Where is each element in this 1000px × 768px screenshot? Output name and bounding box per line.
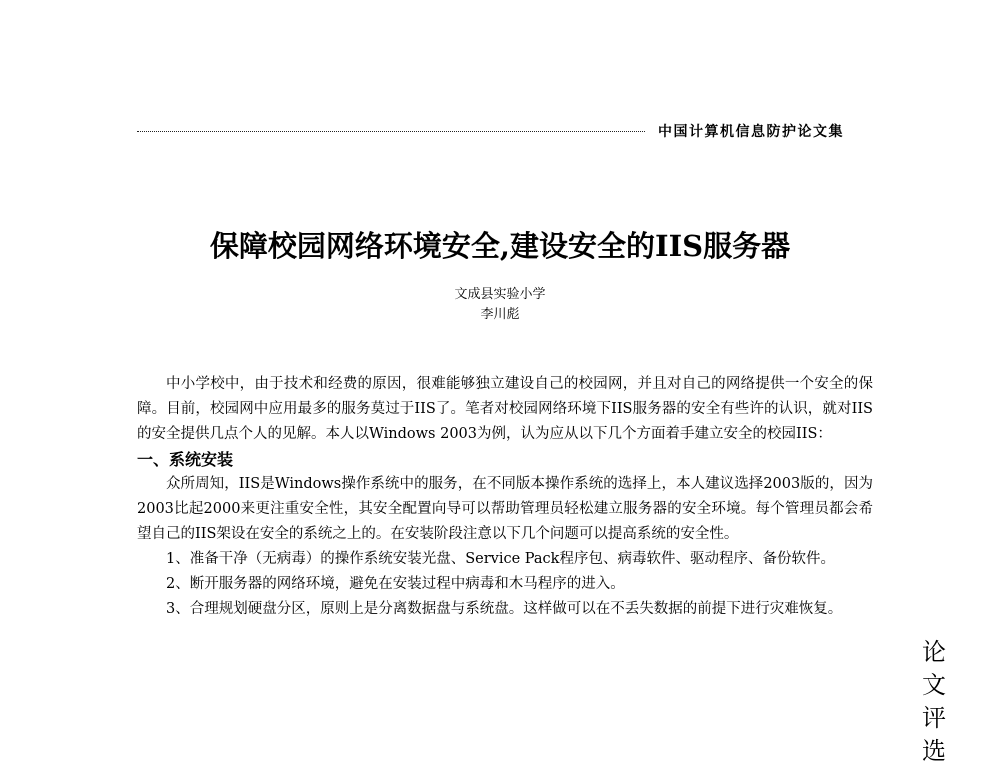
author-name: 李川彪 bbox=[480, 307, 520, 322]
list-item-3: 3、合理规划硬盘分区，原则上是分离数据盘与系统盘。这样做可以在不丢失数据的前提下进行灾难恢复。 bbox=[166, 601, 843, 617]
side-label-char: 评 bbox=[922, 704, 946, 732]
intro-paragraph: 中小学校中，由于技术和经费的原因，很难能够独立建设自己的校园网，并且对自己的网络提供一个安全的保障。目前，校园网中应用最多的服务莫过于IIS了。笔者对校园网络环境下IIS服务器的安全有些许的认识，就对IIS的安全提供几点个人的见解。本人以Windows 2003为例，认为应从以下几个方面着手建立安全的校园IIS： bbox=[137, 376, 873, 442]
list-item-2: 2、断开服务器的网络环境，避免在安装过程中病毒和木马程序的进入。 bbox=[166, 576, 625, 592]
side-label-char: 论 bbox=[922, 638, 946, 666]
section-heading-system-install: 一、系统安装 bbox=[137, 450, 234, 469]
side-section-label bbox=[920, 636, 948, 768]
list-item-1: 1、准备干净（无病毒）的操作系统安装光盘、Service Pack程序包、病毒软件、驱动程序、备份软件。 bbox=[166, 551, 835, 567]
article-title: 保障校园网络环境安全,建设安全的IIS服务器 bbox=[209, 229, 791, 263]
header-rule bbox=[137, 131, 645, 132]
section1-paragraph: 众所周知，IIS是Windows操作系统中的服务，在不同版本操作系统的选择上，本人建议选择2003版的，因为2003比起2000来更注重安全性，其安全配置向导可以帮助管理员轻松建立服务器的安全环境。每个管理员都会希望自己的IIS架设在安全的系统之上的。在安装阶段注意以下几个问题可以提高系统的安全性。 bbox=[137, 476, 873, 542]
side-label-char: 选 bbox=[922, 737, 946, 765]
running-header: 中国计算机信息防护论文集 bbox=[658, 124, 844, 140]
author-affiliation: 文成县实验小学 bbox=[454, 287, 546, 302]
side-label-char: 文 bbox=[922, 671, 946, 699]
article-body bbox=[137, 372, 873, 622]
